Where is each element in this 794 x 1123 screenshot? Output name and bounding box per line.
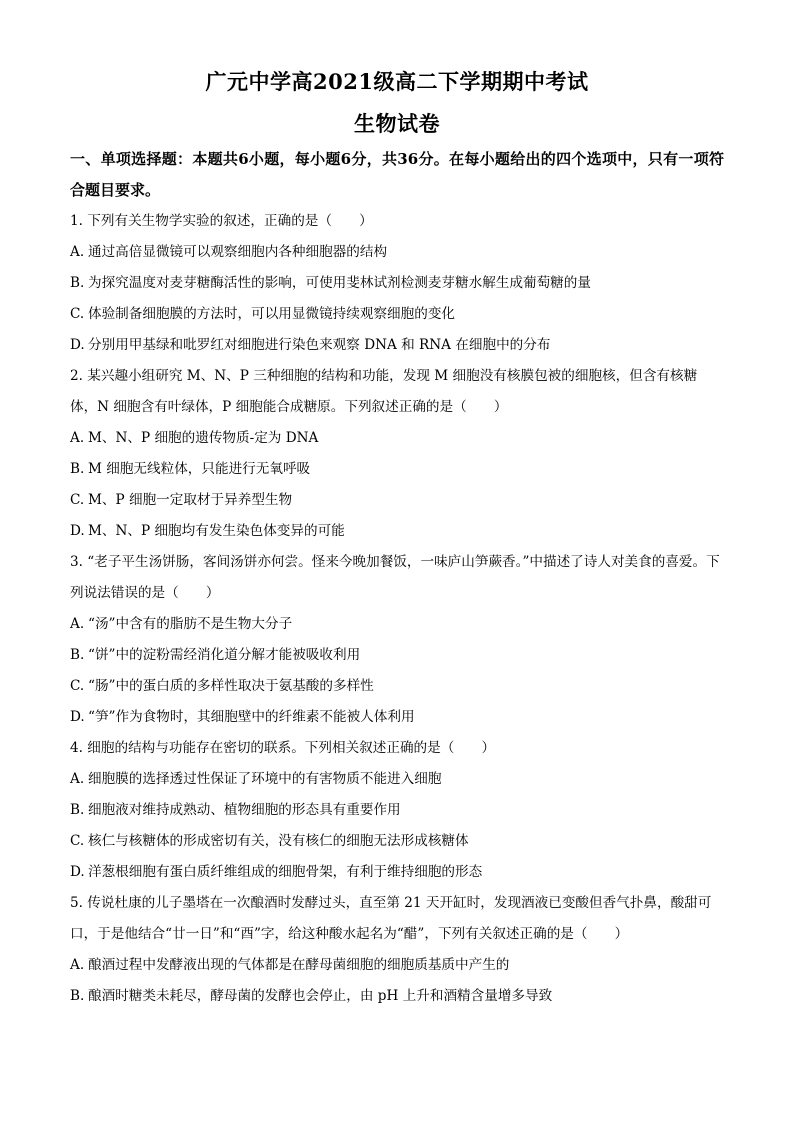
option-label: B. <box>70 275 85 291</box>
option-d <box>70 857 724 888</box>
option-text: M、P 细胞一定取材于异养型生物 <box>88 492 293 508</box>
option-label: C. <box>70 492 85 508</box>
question-3 <box>70 547 724 733</box>
option-b <box>70 268 724 299</box>
option-label: D. <box>70 864 85 880</box>
option-label: C. <box>70 678 85 694</box>
question-stem: 2. 某兴趣小组研究 M、N、P 三种细胞的结构和功能，发现 M 细胞没有核膜包被的细胞核，但含有核糖体，N 细胞含有叶绿体，P 细胞能合成糖原。下列叙述正确的是（ ） <box>70 368 698 415</box>
option-d <box>70 516 724 547</box>
question-2 <box>70 361 724 547</box>
option-text: “汤”中含有的脂肪不是生物大分子 <box>88 616 293 632</box>
option-text: “笋”作为食物时，其细胞壁中的纤维素不能被人体利用 <box>88 709 415 725</box>
option-b <box>70 795 724 826</box>
option-text: M 细胞无线粒体，只能进行无氧呼吸 <box>88 461 311 477</box>
option-text: 核仁与核糖体的形成密切有关，没有核仁的细胞无法形成核糖体 <box>88 833 469 849</box>
option-label: A. <box>70 244 85 260</box>
option-label: B. <box>70 461 85 477</box>
option-c <box>70 671 724 702</box>
option-text: 分别用甲基绿和吡罗红对细胞进行染色来观察 DNA 和 RNA 在细胞中的分布 <box>88 337 551 353</box>
option-c <box>70 299 724 330</box>
option-text: 酿酒过程中发酵液出现的气体都是在酵母菌细胞的细胞质基质中产生的 <box>88 957 510 973</box>
option-text: “肠”中的蛋白质的多样性取决于氨基酸的多样性 <box>88 678 374 694</box>
option-label: C. <box>70 306 85 322</box>
option-text: 细胞膜的选择透过性保证了环境中的有害物质不能进入细胞 <box>88 771 442 787</box>
option-label: B. <box>70 802 85 818</box>
option-d <box>70 330 724 361</box>
option-label: D. <box>70 523 85 539</box>
option-label: B. <box>70 988 85 1004</box>
option-label: B. <box>70 647 85 663</box>
question-5 <box>70 888 724 1012</box>
option-text: “饼”中的淀粉需经消化道分解才能被吸收利用 <box>88 647 361 663</box>
question-4 <box>70 733 724 888</box>
option-label: D. <box>70 337 85 353</box>
option-text: 细胞液对维持成熟动、植物细胞的形态具有重要作用 <box>88 802 401 818</box>
exam-title: 广元中学高2021级高二下学期期中考试 <box>205 69 589 94</box>
option-a <box>70 764 724 795</box>
subject-title: 生物试卷 <box>354 111 440 136</box>
option-text: 通过高倍显微镜可以观察细胞内各种细胞器的结构 <box>88 244 388 260</box>
option-a <box>70 609 724 640</box>
option-d <box>70 702 724 733</box>
section-heading: 一、单项选择题：本题共6小题，每小题6分，共36分。在每小题给出的四个选项中，只有一项符合题目要求。 <box>70 150 724 199</box>
option-text: 洋葱根细胞有蛋白质纤维组成的细胞骨架，有利于维持细胞的形态 <box>88 864 483 880</box>
option-a <box>70 237 724 268</box>
option-label: C. <box>70 833 85 849</box>
option-b <box>70 640 724 671</box>
question-stem: 4. 细胞的结构与功能存在密切的联系。下列相关叙述正确的是（ ） <box>70 740 496 756</box>
option-text: 为探究温度对麦芽糖酶活性的影响，可使用斐林试剂检测麦芽糖水解生成葡萄糖的量 <box>88 275 591 291</box>
option-b <box>70 454 724 485</box>
option-label: A. <box>70 771 85 787</box>
option-a <box>70 423 724 454</box>
option-text: M、N、P 细胞的遗传物质-定为 DNA <box>88 430 319 446</box>
option-label: A. <box>70 430 85 446</box>
option-c <box>70 826 724 857</box>
option-label: D. <box>70 709 85 725</box>
question-stem: 3. “老子平生汤饼肠，客间汤饼亦何尝。怪来今晚加餐饭，一味庐山笋蕨香。”中描述了诗人对美食的喜爱。下列说法错误的是（ ） <box>70 554 720 601</box>
option-b <box>70 981 724 1012</box>
option-c <box>70 485 724 516</box>
question-stem: 5. 传说杜康的儿子墨塔在一次酿酒时发酵过头，直至第 21 天开缸时，发现酒液已变酸但香气扑鼻，酸甜可口，于是他结合“廿一日”和“酉”字，给这种酸水起名为“醋”，下列有关叙述正确的是（ ） <box>70 895 712 942</box>
option-a <box>70 950 724 981</box>
question-stem: 1. 下列有关生物学实验的叙述，正确的是（ ） <box>70 213 373 229</box>
option-text: 酿酒时糖类未耗尽，酵母菌的发酵也会停止，由 pH 上升和酒精含量增多导致 <box>88 988 553 1004</box>
option-label: A. <box>70 957 85 973</box>
option-label: A. <box>70 616 85 632</box>
question-1 <box>70 206 724 361</box>
option-text: M、N、P 细胞均有发生染色体变异的可能 <box>88 523 345 539</box>
option-text: 体验制备细胞膜的方法时，可以用显微镜持续观察细胞的变化 <box>88 306 456 322</box>
